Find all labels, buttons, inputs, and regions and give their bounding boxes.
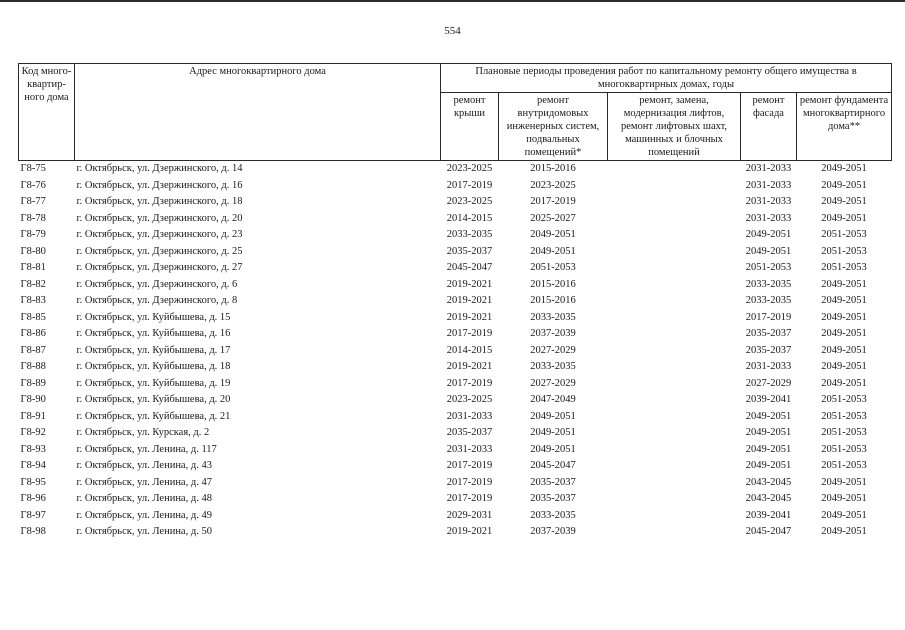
cell-roof: 2031-2033 xyxy=(446,410,493,422)
cell-address: г. Октябрьск, ул. Ленина, д. 48 xyxy=(76,493,212,505)
cell-facade: 2033-2035 xyxy=(745,278,792,290)
cell-engineering: 2049-2051 xyxy=(530,245,576,257)
cell-foundation: 2049-2051 xyxy=(821,361,867,373)
table-row xyxy=(19,458,892,475)
cell-facade: 2039-2041 xyxy=(745,394,792,406)
cell-engineering: 2035-2037 xyxy=(530,493,576,505)
cell-engineering: 2051-2053 xyxy=(530,262,576,274)
cell-roof: 2019-2021 xyxy=(446,311,493,323)
cell-code: Г8-94 xyxy=(20,460,46,472)
cell-facade: 2031-2033 xyxy=(745,196,792,208)
cell-engineering: 2033-2035 xyxy=(530,361,576,373)
cell-facade: 2031-2033 xyxy=(745,212,792,224)
table-row xyxy=(19,227,892,244)
cell-engineering: 2049-2051 xyxy=(530,443,576,455)
cell-lifts xyxy=(608,359,741,376)
cell-roof: 2035-2037 xyxy=(446,427,493,439)
table-row xyxy=(19,508,892,525)
cell-roof: 2035-2037 xyxy=(446,245,493,257)
cell-code: Г8-82 xyxy=(20,278,46,290)
cell-address: г. Октябрьск, ул. Куйбышева, д. 21 xyxy=(76,410,231,422)
table-row xyxy=(19,392,892,409)
table-row xyxy=(19,244,892,261)
cell-foundation: 2051-2053 xyxy=(821,394,867,406)
cell-code: Г8-76 xyxy=(20,179,46,191)
cell-roof: 2023-2025 xyxy=(446,394,493,406)
header-foundation: ремонт фундамента многоквартирного дома** xyxy=(797,93,892,161)
cell-lifts xyxy=(608,442,741,459)
table-row xyxy=(19,277,892,294)
cell-foundation: 2049-2051 xyxy=(821,476,867,488)
table-row xyxy=(19,475,892,492)
cell-code: Г8-98 xyxy=(20,526,46,538)
cell-engineering: 2033-2035 xyxy=(530,509,576,521)
table-row xyxy=(19,409,892,426)
cell-lifts xyxy=(608,508,741,525)
cell-lifts xyxy=(608,376,741,393)
cell-foundation: 2049-2051 xyxy=(821,493,867,505)
cell-roof: 2031-2033 xyxy=(446,443,493,455)
table-row xyxy=(19,326,892,343)
table-row xyxy=(19,178,892,195)
table-row xyxy=(19,310,892,327)
cell-lifts xyxy=(608,211,741,228)
cell-foundation: 2051-2053 xyxy=(821,229,867,241)
cell-roof: 2019-2021 xyxy=(446,526,493,538)
cell-lifts xyxy=(608,392,741,409)
cell-foundation: 2049-2051 xyxy=(821,295,867,307)
cell-code: Г8-79 xyxy=(20,229,46,241)
cell-foundation: 2049-2051 xyxy=(821,526,867,538)
header-address: Адрес многоквартирного дома xyxy=(75,64,441,161)
cell-engineering: 2035-2037 xyxy=(530,476,576,488)
page-number: 554 xyxy=(444,25,461,37)
cell-facade: 2031-2033 xyxy=(745,361,792,373)
cell-roof: 2017-2019 xyxy=(446,328,493,340)
cell-engineering: 2015-2016 xyxy=(530,295,576,307)
cell-address: г. Октябрьск, ул. Куйбышева, д. 20 xyxy=(76,394,231,406)
cell-lifts xyxy=(608,227,741,244)
cell-lifts xyxy=(608,491,741,508)
cell-foundation: 2049-2051 xyxy=(821,344,867,356)
cell-lifts xyxy=(608,343,741,360)
cell-engineering: 2027-2029 xyxy=(530,344,576,356)
cell-address: г. Октябрьск, ул. Ленина, д. 117 xyxy=(76,443,217,455)
cell-engineering: 2015-2016 xyxy=(530,278,576,290)
table-row xyxy=(19,194,892,211)
table-row xyxy=(19,359,892,376)
cell-foundation: 2049-2051 xyxy=(821,278,867,290)
cell-lifts xyxy=(608,326,741,343)
cell-foundation: 2051-2053 xyxy=(821,262,867,274)
cell-address: г. Октябрьск, ул. Ленина, д. 43 xyxy=(76,460,212,472)
cell-address: г. Октябрьск, ул. Куйбышева, д. 19 xyxy=(76,377,231,389)
cell-code: Г8-78 xyxy=(20,212,46,224)
cell-lifts xyxy=(608,244,741,261)
cell-foundation: 2051-2053 xyxy=(821,460,867,472)
cell-facade: 2049-2051 xyxy=(745,410,792,422)
table-row xyxy=(19,293,892,310)
capital-repair-table xyxy=(18,63,892,541)
cell-facade: 2027-2029 xyxy=(745,377,792,389)
cell-facade: 2033-2035 xyxy=(745,295,792,307)
cell-roof: 2017-2019 xyxy=(446,179,493,191)
cell-engineering: 2025-2027 xyxy=(530,212,576,224)
cell-lifts xyxy=(608,293,741,310)
cell-lifts xyxy=(608,409,741,426)
cell-roof: 2014-2015 xyxy=(446,344,493,356)
cell-engineering: 2023-2025 xyxy=(530,179,576,191)
cell-engineering: 2049-2051 xyxy=(530,229,576,241)
cell-foundation: 2051-2053 xyxy=(821,245,867,257)
cell-lifts xyxy=(608,310,741,327)
cell-roof: 2045-2047 xyxy=(446,262,493,274)
cell-address: г. Октябрьск, ул. Дзержинского, д. 16 xyxy=(76,179,243,191)
cell-lifts xyxy=(608,260,741,277)
cell-lifts xyxy=(608,425,741,442)
cell-foundation: 2049-2051 xyxy=(821,179,867,191)
cell-address: г. Октябрьск, ул. Дзержинского, д. 18 xyxy=(76,196,243,208)
cell-lifts xyxy=(608,161,741,178)
cell-facade: 2049-2051 xyxy=(745,229,792,241)
cell-address: г. Октябрьск, ул. Куйбышева, д. 17 xyxy=(76,344,231,356)
cell-code: Г8-85 xyxy=(20,311,46,323)
table-row xyxy=(19,524,892,541)
cell-facade: 2049-2051 xyxy=(745,443,792,455)
cell-facade: 2031-2033 xyxy=(745,179,792,191)
header-facade: ремонт фасада xyxy=(741,93,797,161)
table-header xyxy=(19,64,892,161)
cell-address: г. Октябрьск, ул. Дзержинского, д. 27 xyxy=(76,262,243,274)
cell-code: Г8-77 xyxy=(20,196,46,208)
cell-address: г. Октябрьск, ул. Дзержинского, д. 20 xyxy=(76,212,243,224)
cell-engineering: 2037-2039 xyxy=(530,328,576,340)
cell-roof: 2033-2035 xyxy=(446,229,493,241)
cell-address: г. Октябрьск, ул. Дзержинского, д. 23 xyxy=(76,229,243,241)
cell-foundation: 2049-2051 xyxy=(821,212,867,224)
header-lifts: ремонт, замена, модернизация лифтов, ремонт лифтовых шахт, машинных и блочных помещений xyxy=(608,93,741,161)
top-border-line xyxy=(0,0,905,2)
cell-code: Г8-91 xyxy=(20,410,46,422)
cell-engineering: 2017-2019 xyxy=(530,196,576,208)
cell-facade: 2045-2047 xyxy=(745,526,792,538)
cell-facade: 2031-2033 xyxy=(745,163,792,175)
cell-engineering: 2033-2035 xyxy=(530,311,576,323)
cell-address: г. Октябрьск, ул. Курская, д. 2 xyxy=(76,427,210,439)
cell-foundation: 2049-2051 xyxy=(821,377,867,389)
cell-address: г. Октябрьск, ул. Куйбышева, д. 15 xyxy=(76,311,231,323)
cell-address: г. Октябрьск, ул. Дзержинского, д. 6 xyxy=(76,278,238,290)
cell-code: Г8-83 xyxy=(20,295,46,307)
cell-engineering: 2027-2029 xyxy=(530,377,576,389)
cell-code: Г8-75 xyxy=(20,163,46,175)
cell-address: г. Октябрьск, ул. Дзержинского, д. 14 xyxy=(76,163,243,175)
cell-address: г. Октябрьск, ул. Ленина, д. 47 xyxy=(76,476,212,488)
cell-lifts xyxy=(608,178,741,195)
cell-foundation: 2049-2051 xyxy=(821,509,867,521)
cell-code: Г8-81 xyxy=(20,262,46,274)
table-body xyxy=(19,161,892,541)
cell-lifts xyxy=(608,524,741,541)
cell-lifts xyxy=(608,277,741,294)
cell-facade: 2035-2037 xyxy=(745,328,792,340)
cell-engineering: 2047-2049 xyxy=(530,394,576,406)
cell-roof: 2014-2015 xyxy=(446,212,493,224)
header-roof: ремонт крыши xyxy=(441,93,499,161)
table-row xyxy=(19,260,892,277)
header-code: Код много-квартир-ного дома xyxy=(19,64,75,161)
cell-address: г. Октябрьск, ул. Куйбышева, д. 18 xyxy=(76,361,231,373)
cell-facade: 2043-2045 xyxy=(745,493,792,505)
cell-roof: 2017-2019 xyxy=(446,377,493,389)
table-row xyxy=(19,376,892,393)
cell-facade: 2035-2037 xyxy=(745,344,792,356)
cell-foundation: 2049-2051 xyxy=(821,328,867,340)
cell-engineering: 2015-2016 xyxy=(530,163,576,175)
header-engineering: ремонт внутридомовых инженерных систем, подвальных помещений* xyxy=(499,93,608,161)
cell-facade: 2049-2051 xyxy=(745,460,792,472)
cell-roof: 2019-2021 xyxy=(446,361,493,373)
cell-facade: 2017-2019 xyxy=(745,311,792,323)
header-periods: Плановые периоды проведения работ по капитальному ремонту общего имущества в многоквартирных домах, годы xyxy=(441,64,892,93)
cell-roof: 2019-2021 xyxy=(446,278,493,290)
cell-address: г. Октябрьск, ул. Ленина, д. 50 xyxy=(76,526,212,538)
cell-engineering: 2037-2039 xyxy=(530,526,576,538)
table-row xyxy=(19,211,892,228)
cell-code: Г8-93 xyxy=(20,443,46,455)
cell-code: Г8-90 xyxy=(20,394,46,406)
table-row xyxy=(19,425,892,442)
cell-code: Г8-88 xyxy=(20,361,46,373)
cell-lifts xyxy=(608,475,741,492)
cell-address: г. Октябрьск, ул. Ленина, д. 49 xyxy=(76,509,212,521)
cell-code: Г8-95 xyxy=(20,476,46,488)
cell-engineering: 2049-2051 xyxy=(530,410,576,422)
cell-facade: 2049-2051 xyxy=(745,245,792,257)
cell-roof: 2017-2019 xyxy=(446,476,493,488)
cell-facade: 2051-2053 xyxy=(745,262,792,274)
cell-code: Г8-89 xyxy=(20,377,46,389)
cell-facade: 2039-2041 xyxy=(745,509,792,521)
cell-roof: 2023-2025 xyxy=(446,163,493,175)
cell-roof: 2017-2019 xyxy=(446,460,493,472)
cell-roof: 2017-2019 xyxy=(446,493,493,505)
cell-roof: 2029-2031 xyxy=(446,509,493,521)
cell-address: г. Октябрьск, ул. Куйбышева, д. 16 xyxy=(76,328,231,340)
cell-foundation: 2049-2051 xyxy=(821,311,867,323)
table-row xyxy=(19,161,892,178)
cell-foundation: 2051-2053 xyxy=(821,410,867,422)
cell-roof: 2019-2021 xyxy=(446,295,493,307)
cell-foundation: 2049-2051 xyxy=(821,196,867,208)
cell-code: Г8-80 xyxy=(20,245,46,257)
cell-facade: 2043-2045 xyxy=(745,476,792,488)
cell-code: Г8-87 xyxy=(20,344,46,356)
cell-code: Г8-97 xyxy=(20,509,46,521)
cell-code: Г8-96 xyxy=(20,493,46,505)
cell-foundation: 2049-2051 xyxy=(821,163,867,175)
cell-engineering: 2045-2047 xyxy=(530,460,576,472)
table-row xyxy=(19,442,892,459)
cell-foundation: 2051-2053 xyxy=(821,427,867,439)
cell-engineering: 2049-2051 xyxy=(530,427,576,439)
cell-address: г. Октябрьск, ул. Дзержинского, д. 25 xyxy=(76,245,243,257)
cell-lifts xyxy=(608,458,741,475)
cell-facade: 2049-2051 xyxy=(745,427,792,439)
cell-code: Г8-86 xyxy=(20,328,46,340)
cell-code: Г8-92 xyxy=(20,427,46,439)
cell-roof: 2023-2025 xyxy=(446,196,493,208)
cell-address: г. Октябрьск, ул. Дзержинского, д. 8 xyxy=(76,295,238,307)
table-row xyxy=(19,343,892,360)
cell-lifts xyxy=(608,194,741,211)
table-row xyxy=(19,491,892,508)
cell-foundation: 2051-2053 xyxy=(821,443,867,455)
